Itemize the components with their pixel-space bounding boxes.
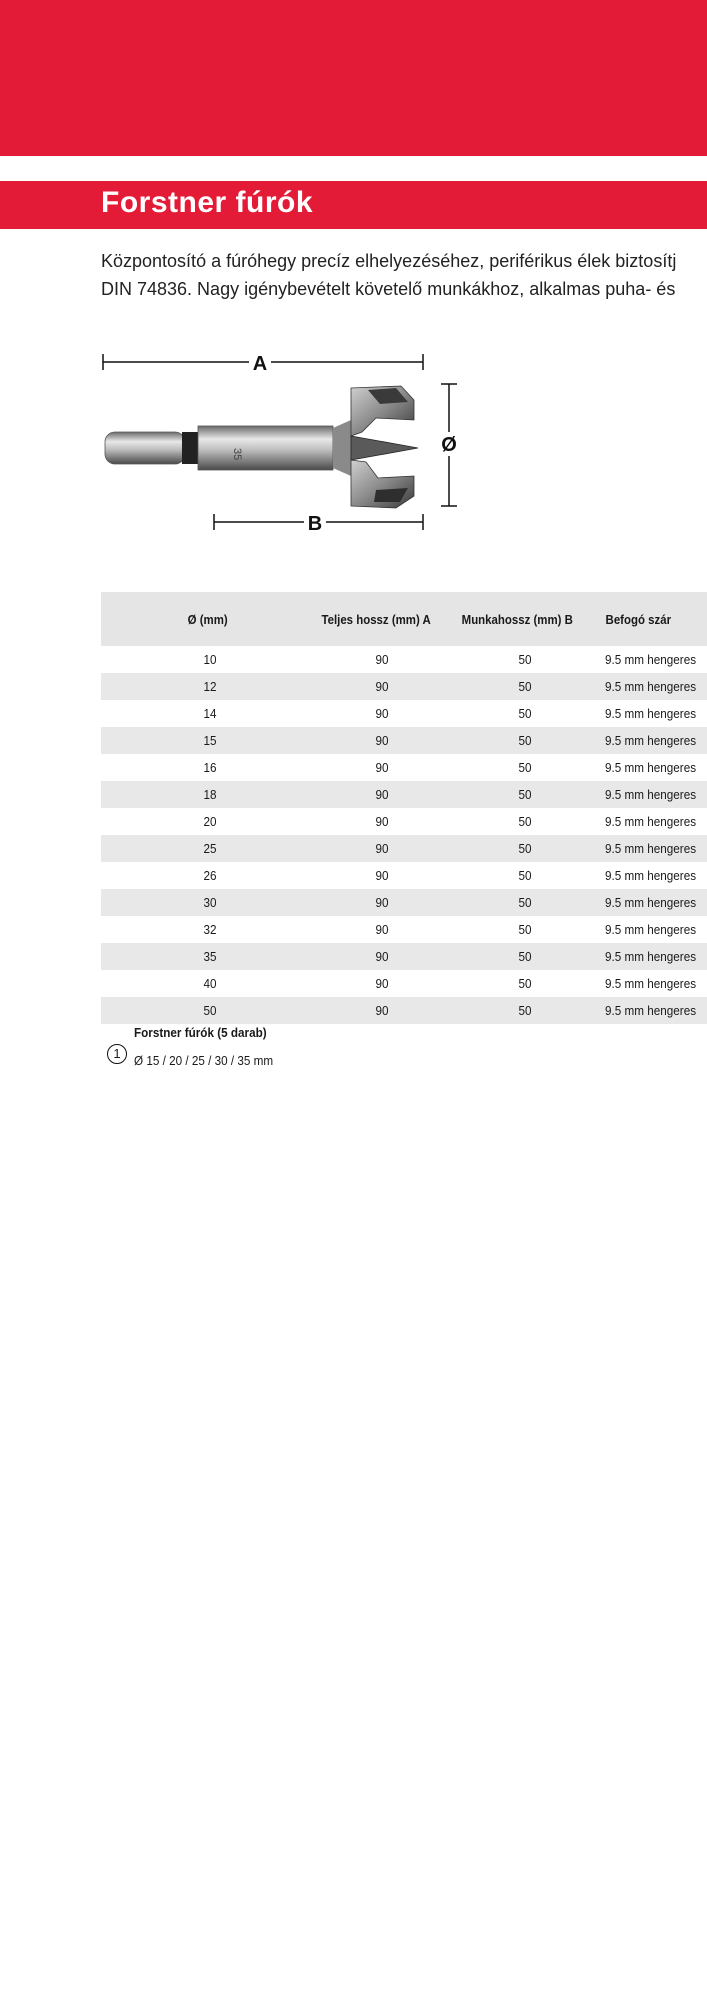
cell-total-length: 90 xyxy=(375,706,389,721)
cell-diameter: 14 xyxy=(203,706,217,721)
cell-shank: 9.5 mm hengeres xyxy=(605,895,697,910)
table-row xyxy=(101,943,707,970)
cell-diameter: 40 xyxy=(203,976,217,991)
cell-total-length: 90 xyxy=(375,787,389,802)
table-row xyxy=(101,781,707,808)
cell-total-length: 90 xyxy=(375,1003,389,1018)
cell-diameter: 20 xyxy=(203,814,217,829)
label-a: A xyxy=(252,353,268,375)
cell-diameter: 16 xyxy=(203,760,217,775)
label-b: B xyxy=(307,513,323,535)
description-line-1: Központosító a fúróhegy precíz elhelyezéséhez, periférikus élek biztosítj xyxy=(101,251,677,271)
cell-diameter: 18 xyxy=(203,787,217,802)
cell-diameter: 15 xyxy=(203,733,217,748)
cell-diameter: 26 xyxy=(203,868,217,883)
cell-working-length: 50 xyxy=(518,814,532,829)
cell-shank: 9.5 mm hengeres xyxy=(605,679,697,694)
table-row xyxy=(101,727,707,754)
cell-working-length: 50 xyxy=(518,760,532,775)
cell-working-length: 50 xyxy=(518,787,532,802)
set-title: Forstner fúrók (5 darab) xyxy=(134,1025,267,1040)
cell-total-length: 90 xyxy=(375,760,389,775)
label-diameter: Ø xyxy=(441,434,457,456)
table-row xyxy=(101,916,707,943)
cell-total-length: 90 xyxy=(375,733,389,748)
cell-total-length: 90 xyxy=(375,652,389,667)
table-row xyxy=(101,754,707,781)
cell-shank: 9.5 mm hengeres xyxy=(605,733,697,748)
forstner-bit-diagram xyxy=(96,340,466,540)
table-body xyxy=(101,646,707,1024)
header-working-length: Munkahossz (mm) B xyxy=(461,611,573,627)
dimension-b xyxy=(214,510,423,535)
cell-working-length: 50 xyxy=(518,652,532,667)
cell-shank: 9.5 mm hengeres xyxy=(605,1003,697,1018)
cell-total-length: 90 xyxy=(375,841,389,856)
cell-diameter: 30 xyxy=(203,895,217,910)
cell-diameter: 50 xyxy=(203,1003,217,1018)
cell-diameter: 12 xyxy=(203,679,217,694)
cell-working-length: 50 xyxy=(518,679,532,694)
table-row xyxy=(101,889,707,916)
table-row xyxy=(101,970,707,997)
table-row xyxy=(101,997,707,1024)
cell-diameter: 32 xyxy=(203,922,217,937)
cell-total-length: 90 xyxy=(375,895,389,910)
table-row xyxy=(101,808,707,835)
table-row xyxy=(101,862,707,889)
cell-working-length: 50 xyxy=(518,922,532,937)
cell-shank: 9.5 mm hengeres xyxy=(605,868,697,883)
dimension-diameter xyxy=(437,384,461,506)
cell-diameter: 25 xyxy=(203,841,217,856)
bit-marking: 35 xyxy=(231,448,243,461)
cell-working-length: 50 xyxy=(518,841,532,856)
cell-working-length: 50 xyxy=(518,706,532,721)
cell-total-length: 90 xyxy=(375,949,389,964)
table-row xyxy=(101,835,707,862)
cell-diameter: 35 xyxy=(203,949,217,964)
cell-working-length: 50 xyxy=(518,1003,532,1018)
cell-shank: 9.5 mm hengeres xyxy=(605,976,697,991)
cell-shank: 9.5 mm hengeres xyxy=(605,949,697,964)
dimension-a xyxy=(103,350,423,375)
circled-number-icon: 1 xyxy=(107,1044,127,1064)
cell-shank: 9.5 mm hengeres xyxy=(605,706,697,721)
cell-working-length: 50 xyxy=(518,976,532,991)
cell-diameter: 10 xyxy=(203,652,217,667)
drill-bit-image xyxy=(105,386,418,508)
cell-shank: 9.5 mm hengeres xyxy=(605,652,697,667)
cell-shank: 9.5 mm hengeres xyxy=(605,922,697,937)
set-sizes: Ø 15 / 20 / 25 / 30 / 35 mm xyxy=(134,1053,274,1068)
description-line-2: DIN 74836. Nagy igénybevételt követelő munkákhoz, alkalmas puha- és xyxy=(101,279,676,299)
cell-shank: 9.5 mm hengeres xyxy=(605,787,697,802)
table-row xyxy=(101,646,707,673)
cell-total-length: 90 xyxy=(375,976,389,991)
spec-table xyxy=(101,592,707,1024)
cell-working-length: 50 xyxy=(518,895,532,910)
cell-total-length: 90 xyxy=(375,868,389,883)
cell-working-length: 50 xyxy=(518,733,532,748)
table-header xyxy=(101,592,707,646)
cell-shank: 9.5 mm hengeres xyxy=(605,841,697,856)
cell-working-length: 50 xyxy=(518,949,532,964)
header-total-length: Teljes hossz (mm) A xyxy=(321,611,432,627)
cell-total-length: 90 xyxy=(375,814,389,829)
brand-header-band xyxy=(0,0,707,156)
cell-total-length: 90 xyxy=(375,679,389,694)
cell-shank: 9.5 mm hengeres xyxy=(605,814,697,829)
header-diameter: Ø (mm) xyxy=(187,611,228,627)
cell-total-length: 90 xyxy=(375,922,389,937)
cell-working-length: 50 xyxy=(518,868,532,883)
page-title: Forstner fúrók xyxy=(101,186,314,219)
table-row xyxy=(101,673,707,700)
table-row xyxy=(101,700,707,727)
header-shank: Befogó szár xyxy=(605,611,672,627)
cell-shank: 9.5 mm hengeres xyxy=(605,760,697,775)
